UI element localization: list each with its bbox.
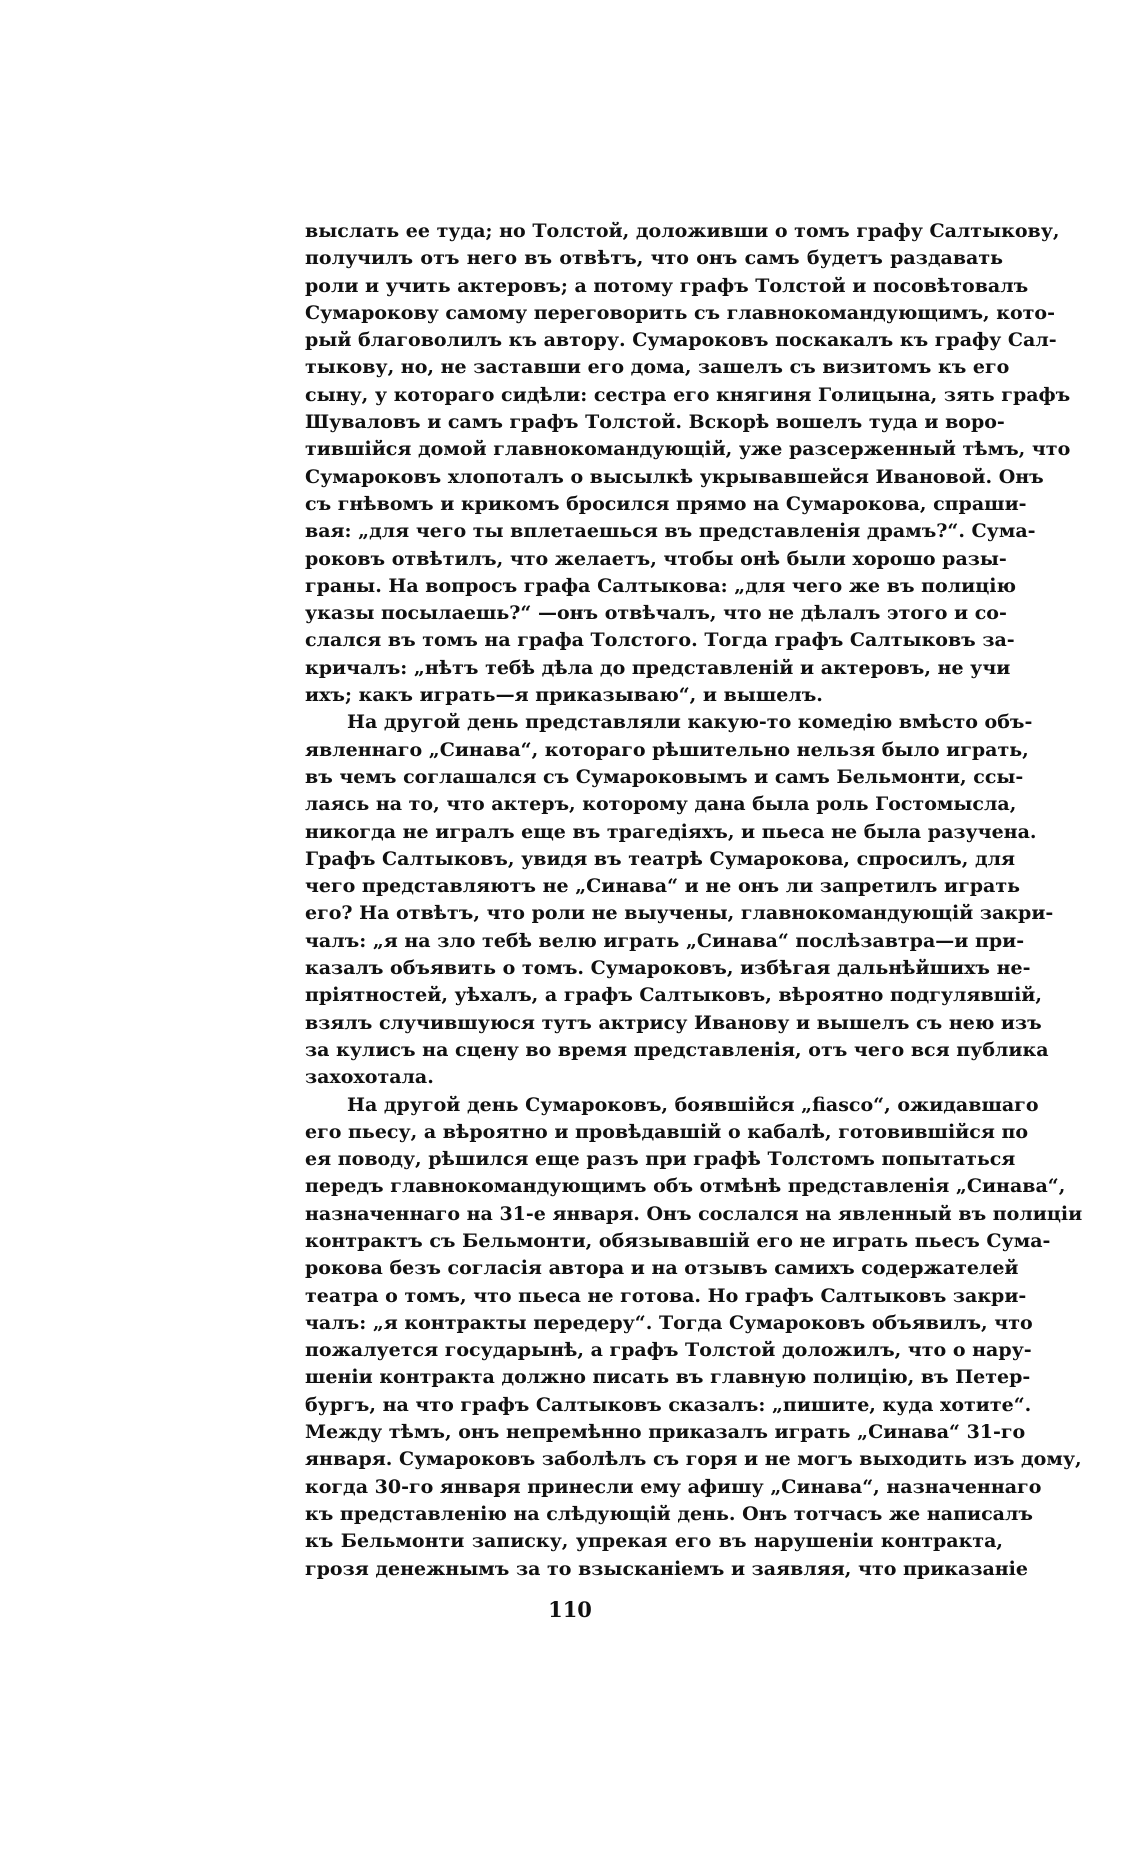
text-line: выслать ее туда; но Толстой, доложивши о томъ графу Салтыкову,	[305, 220, 1060, 242]
text-line: въ чемъ соглашался съ Сумароковымъ и самъ Бельмонти, ссы-	[305, 765, 1024, 788]
text-line: театра о томъ, что пьеса не готова. Но графъ Салтыковъ закри-	[305, 1284, 1027, 1307]
text-line: сыну, у котораго сидѣли: сестра его княгиня Голицына, зять графъ	[305, 383, 1071, 406]
text-line: ихъ; какъ играть—я приказываю“, и вышелъ.	[305, 684, 823, 707]
text-line: захохотала.	[305, 1066, 434, 1089]
text-line: На другой день представляли какую-то комедiю вмѣсто объ-	[347, 711, 1033, 734]
text-line: ея поводу, рѣшился еще разъ при графѣ Толстомъ попытаться	[305, 1148, 1016, 1171]
text-line: чего представляютъ не „Синава“ и не онъ ли запретилъ играть	[305, 875, 1020, 898]
text-line: взялъ случившуюся тутъ актрису Иванову и вышелъ съ нею изъ	[305, 1011, 1042, 1034]
text-line: тившiйся домой главнокомандующiй, уже разсерженный тѣмъ, что	[305, 438, 1071, 461]
text-line: указы посылаешь?“ —онъ отвѣчалъ, что не дѣлалъ этого и со-	[305, 602, 1007, 625]
text-line: грозя денежнымъ за то взысканiемъ и заявляя, что приказанiе	[305, 1557, 1028, 1580]
text-line: шенiи контракта должно писать въ главную полицiю, въ Петер-	[305, 1366, 1031, 1389]
text-line: Графъ Салтыковъ, увидя въ театрѣ Сумарокова, спросилъ, для	[305, 847, 1016, 870]
text-line: съ гнѣвомъ и крикомъ бросился прямо на Сумарокова, спраши-	[305, 492, 1027, 515]
text-line: къ представленiю на слѣдующiй день. Онъ тотчасъ же написалъ	[305, 1502, 1033, 1525]
text-line: лаясь на то, что актеръ, которому дана была роль Гостомысла,	[305, 793, 1017, 816]
text-line: контрактъ съ Бельмонти, обязывавшiй его не играть пьесъ Сума-	[305, 1229, 1051, 1252]
text-line: бургъ, на что графъ Салтыковъ сказалъ: „пишите, куда хотите“.	[305, 1393, 1032, 1416]
text-line: явленнаго „Синава“, котораго рѣшительно нельзя было играть,	[305, 738, 1029, 761]
text-line: его? На отвѣтъ, что роли не выучены, главнокомандующiй закри-	[305, 902, 1054, 925]
paragraph	[305, 1092, 1083, 1583]
text-line: прiятностей, уѣхалъ, а графъ Салтыковъ, вѣроятно подгулявшiй,	[305, 984, 1043, 1007]
text-line: никогда не игралъ еще въ трагедiяхъ, и пьеса не была разучена.	[305, 820, 1037, 843]
text-line: кричалъ: „нѣтъ тебѣ дѣла до представленiй и актеровъ, не учи	[305, 656, 1011, 679]
paragraph	[305, 709, 1054, 1091]
text-line: передъ главнокомандующимъ объ отмѣнѣ представленiя „Синава“,	[305, 1175, 1066, 1198]
text-line: граны. На вопросъ графа Салтыкова: „для чего же въ полицiю	[305, 574, 1016, 597]
text-line: казалъ объявить о томъ. Сумароковъ, избѣгая дальнѣйшихъ не-	[305, 957, 1031, 980]
text-line: Сумароковъ хлопоталъ о высылкѣ укрывавшейся Ивановой. Онъ	[305, 465, 1044, 488]
text-line: его пьесу, а вѣроятно и провѣдавшiй о кабалѣ, готовившiйся по	[305, 1120, 1029, 1143]
text-line: получилъ отъ него въ отвѣтъ, что онъ самъ будетъ раздавать	[305, 247, 1003, 270]
text-line: чалъ: „я контракты передеру“. Тогда Сумароковъ объявилъ, что	[305, 1311, 1033, 1334]
text-line: января. Сумароковъ заболѣлъ съ горя и не могъ выходить изъ дому,	[305, 1448, 1082, 1471]
text-line: назначеннаго на 31-е января. Онъ сослался на явленный въ полицiи	[305, 1202, 1083, 1225]
text-line: тыкову, но, не заставши его дома, зашелъ съ визитомъ къ его	[305, 356, 1010, 379]
text-line: Сумарокову самому переговорить съ главнокомандующимъ, кото-	[305, 301, 1055, 324]
text-line: роли и учить актеровъ; а потому графъ Толстой и посовѣтовалъ	[305, 274, 1029, 297]
body-text	[305, 218, 1083, 1583]
page-number: 110	[548, 1597, 592, 1622]
text-line: за кулисъ на сцену во время представленiя, отъ чего вся публика	[305, 1038, 1049, 1061]
text-line: вая: „для чего ты вплетаешься въ представленiя драмъ?“. Сума-	[305, 520, 1036, 543]
text-line: къ Бельмонти записку, упрекая его въ нарушенiи контракта,	[305, 1530, 1003, 1553]
text-line: роковъ отвѣтилъ, что желаетъ, чтобы онѣ были хорошо разы-	[305, 547, 1007, 570]
text-line: На другой день Сумароковъ, боявшiйся „fiasco“, ожидавшаго	[347, 1093, 1039, 1116]
text-line: Между тѣмъ, онъ непремѣнно приказалъ играть „Синава“ 31-го	[305, 1421, 1026, 1444]
paragraph	[305, 218, 1071, 709]
text-line: пожалуется государынѣ, а графъ Толстой доложилъ, что о нару-	[305, 1339, 1032, 1362]
text-line: рокова безъ согласiя автора и на отзывъ самихъ содержателей	[305, 1257, 1019, 1280]
text-line: Шуваловъ и самъ графъ Толстой. Вскорѣ вошелъ туда и воро-	[305, 411, 1005, 434]
text-line: чалъ: „я на зло тебѣ велю играть „Синава“ послѣзавтра—и при-	[305, 929, 1025, 952]
text-line: когда 30-го января принесли ему афишу „Синава“, назначеннаго	[305, 1475, 1042, 1498]
text-line: рый благоволилъ къ автору. Сумароковъ поскакалъ къ графу Сал-	[305, 329, 1057, 352]
text-line: слался въ томъ на графа Толстого. Тогда графъ Салтыковъ за-	[305, 629, 1015, 652]
